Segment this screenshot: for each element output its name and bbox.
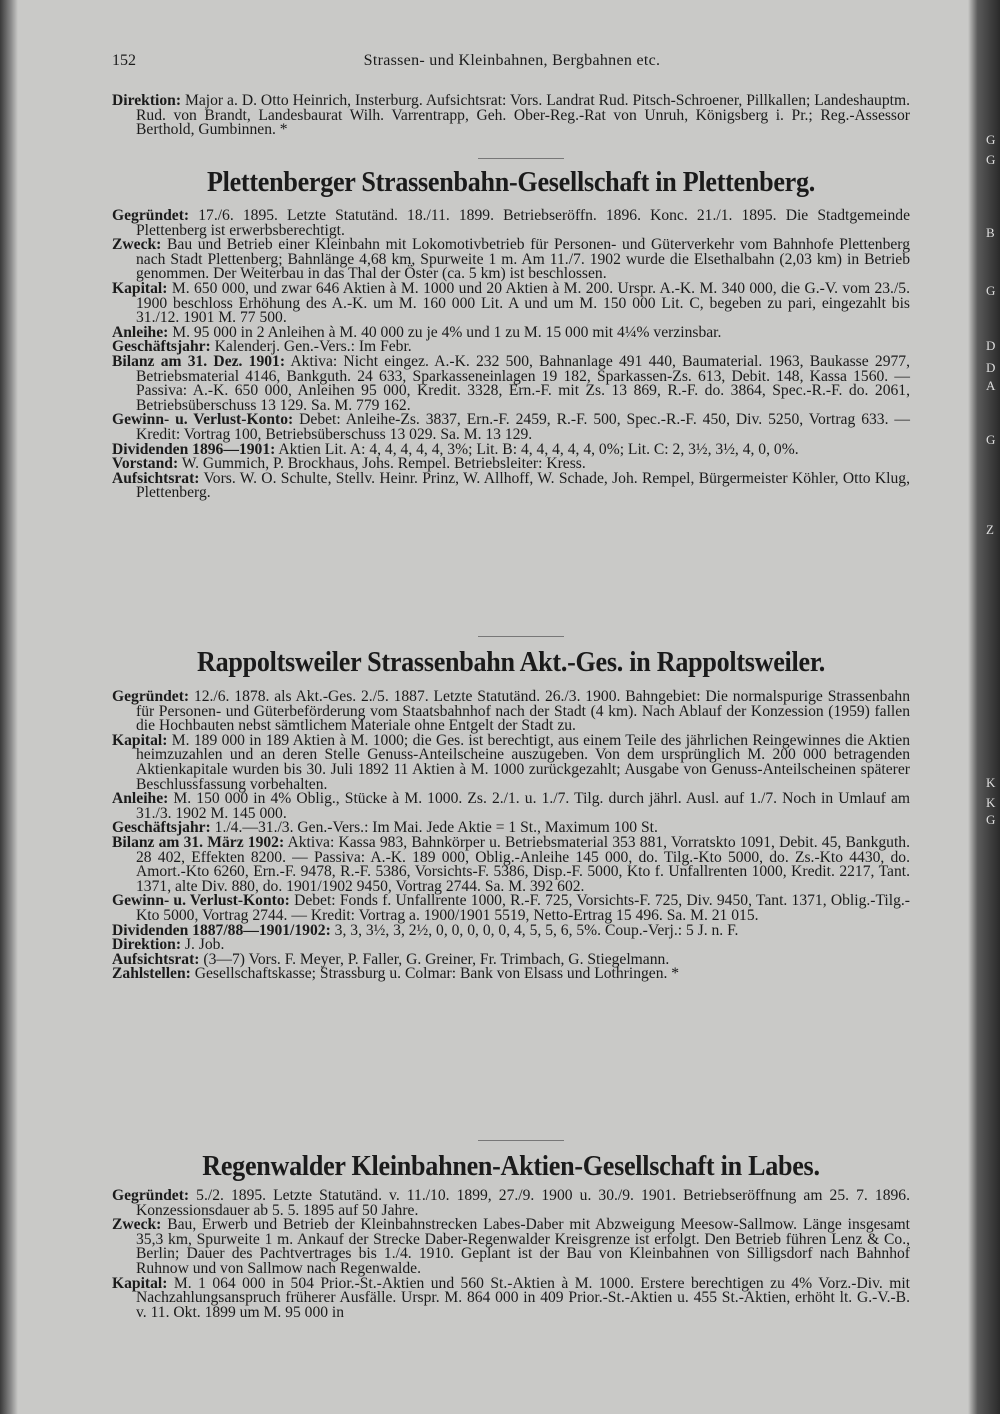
entry-text: 12./6. 1878. als Akt.-Ges. 2./5. 1887. Letzte Statutänd. 26./3. 1900. Bahngebiet: Die normalspurige Strassenbahn für Personen- und Güterbeförderung vom Staatsbahnhof nach der Stadt (4 km). Nach Ablauf der Konzession (1959) fallen die Hochbauten nebst sämtlichem Materiale ohne Entgelt der Stadt zu.: [136, 688, 910, 735]
entry-text: Aktiva: Kassa 983, Bahnkörper u. Betriebsmaterial 353 881, Vorratskto 1091, Debit. 45, Bankguth. 28 402, Effekten 8200. — Passiva: A.-K. 189 000, Oblig.-Anleihe 145 000, do. Tilg.-Kto 5000, do. Zs.-Kto 4430, do. Amort.-Kto 6260, Ern.-F. 9478, R.-F. 5386, Vorsichts-F. 5386, Disp.-F. 5000, Kto f. Unfallrenten 1000, Kredit. 2217, Tant. 1371, alte Div. 880, do. 1901/1902 9450, Vortrag 2744. Sa. M. 392 602.: [136, 833, 910, 895]
entry-label: Gewinn- u. Verlust-Konto:: [112, 411, 294, 429]
entry-paragraph: [112, 967, 910, 982]
entry-text: Vors. W. O. Schulte, Stellv. Heinr. Prinz, W. Allhoff, W. Schade, Joh. Rempel, Bürgermeister Köhler, Otto Klug, Plettenberg.: [136, 469, 910, 502]
entry-text: W. Gummich, P. Brockhaus, Johs. Rempel. Betriebsleiter: Kress.: [181, 455, 586, 473]
entry-text: 5./2. 1895. Letzte Statutänd. v. 11./10. 1899, 27./9. 1900 u. 30./9. 1901. Betriebseröffnung am 25. 7. 1896. Konzessionsdauer ab 5. 5. 1895 auf 50 Jahre.: [136, 1187, 910, 1219]
entry-label: Kapital:: [112, 279, 168, 297]
margin-glyph: G: [986, 132, 996, 147]
margin-glyph: G: [986, 432, 996, 447]
margin-glyph: G: [986, 283, 996, 298]
intro-block: [112, 94, 910, 138]
entry-label: Geschäftsjahr:: [112, 819, 211, 837]
entry-paragraph: [112, 352, 910, 414]
entry-paragraph: [112, 209, 910, 238]
company-entry: [112, 690, 910, 982]
entry-label: Vorstand:: [112, 455, 179, 473]
margin-glyph: D: [986, 338, 996, 353]
margin-glyph: G: [986, 812, 996, 827]
company-title: Plettenberger Strassenbahn-Gesellschaft in Plettenberg.: [206, 166, 816, 198]
entry-label: Gewinn- u. Verlust-Konto:: [112, 892, 290, 910]
entry-paragraph: [112, 238, 910, 282]
entry-label: Aufsichtsrat:: [112, 469, 200, 487]
entry-text: Gesellschaftskasse; Strassburg u. Colmar: Bank von Elsass und Lothringen. *: [194, 965, 680, 983]
entry-text: 17./6. 1895. Letzte Statutänd. 18./11. 1899. Betriebseröffn. 1896. Konc. 21./1. 1895. Die Stadtgemeinde Plettenberg ist erwerbsberechtigt.: [136, 207, 910, 239]
page-number: 152: [112, 52, 136, 69]
entry-text: Aktien Lit. A: 4, 4, 4, 4, 4, 3%; Lit. B: 4, 4, 4, 4, 4, 0%; Lit. C: 2, 3½, 3½, 4, 0, 0%.: [278, 440, 799, 458]
entry-paragraph: [112, 894, 910, 923]
entry-text: M. 650 000, und zwar 646 Aktien à M. 1000 und 20 Aktien à M. 200. Urspr. A.-K. M. 340 000, die G.-V. vom 23./5. 1900 beschloss Erhöhung des A.-K. um M. 160 000 Lit. A und um M. 150 000 Lit. C, begeben zu pari, eingezahlt bis 31./12. 1901 M. 77 500.: [136, 279, 910, 327]
entry-label: Zweck:: [112, 236, 162, 254]
entry-label: Geschäftsjahr:: [112, 338, 211, 356]
entry-paragraph: [112, 731, 910, 793]
entry-label: Zahlstellen:: [112, 965, 191, 983]
margin-glyph: K: [986, 795, 996, 810]
entry-label: Bilanz am 31. Dez. 1901:: [112, 352, 286, 370]
entry-paragraph: [112, 690, 910, 734]
entry-paragraph: [112, 469, 910, 502]
company-entry: [112, 1189, 910, 1320]
entry-label: Direktion:: [112, 92, 182, 109]
entry-paragraph: [112, 921, 910, 939]
entry-paragraph: [112, 413, 910, 442]
entry-text: Debet: Fonds f. Unfallrente 1000, R.-F. 725, Vorsichts-F. 725, Div. 9450, Tant. 1371, Oblig.-Tilg.-Kto 5000, Vortrag 2744. — Kredit: Vortrag a. 1900/1901 5519, Netto-Ertrag 15 496. Sa. M. 21 015.: [136, 892, 910, 924]
entry-text: J. Job.: [184, 936, 225, 954]
entry-paragraph: [112, 1274, 910, 1321]
entry-text: Kalenderj. Gen.-Vers.: Im Febr.: [214, 338, 412, 356]
entry-label: Direktion:: [112, 936, 182, 954]
separator-rule: [478, 636, 564, 637]
entry-text: M. 95 000 in 2 Anleihen à M. 40 000 zu je 4% und 1 zu M. 15 000 mit 4¼% verzinsbar.: [172, 323, 722, 341]
entry-label: Anleihe:: [112, 323, 169, 341]
margin-glyph: K: [986, 775, 996, 790]
margin-glyph: A: [986, 378, 996, 393]
company-entry: [112, 209, 910, 501]
entry-paragraph: [112, 94, 910, 138]
entry-text: M. 150 000 in 4% Oblig., Stücke à M. 1000. Zs. 2./1. u. 1./7. Tilg. durch jährl. Ausl. auf 1./7. Noch in Umlauf am 31./3. 1902 M. 145 000.: [136, 790, 911, 822]
entry-label: Aufsichtsrat:: [112, 950, 200, 968]
entry-text: Bau, Erwerb und Betrieb der Kleinbahnstrecken Labes-Daber mit Abzweigung Meesow-Sallmow. Länge insgesamt 35,3 km, Spurweite 1 m. Ankauf der Strecke Daber-Regenwalder Kreisgrenze ist erfolgt. Den Betrieb führen Lenz & Co., Berlin; Dauer des Pachtvertrages bis 1./4. 1910. Geplant ist der Bau von Kleinbahnen von Silligsdorf nach Bahnhof Ruhnow und von Sallmow nach Regenwalde.: [136, 1216, 910, 1277]
entry-text: Debet: Anleihe-Zs. 3837, Ern.-F. 2459, R.-F. 500, Spec.-R.-F. 450, Div. 5250, Vortrag 633. — Kredit: Vortrag 100, Betriebsüberschuss 13 029. Sa. M. 13 129.: [136, 411, 910, 443]
entry-paragraph: [112, 792, 910, 821]
margin-glyph: Z: [986, 522, 994, 537]
entry-paragraph: [112, 279, 910, 327]
entry-label: Zweck:: [112, 1216, 162, 1234]
entry-label: Kapital:: [112, 1274, 168, 1292]
scan-left-edge: [0, 0, 18, 1414]
entry-text: Major a. D. Otto Heinrich, Insterburg. Aufsichtsrat: Vors. Landrat Rud. Pitsch-Schroener, Pillkallen; Landeshauptm. Rud. von Brandt, Landesbaurat Wilh. Varrentrapp, Geh. Ober-Reg.-Rat von Unruh, Königsberg i. Pr.; Reg.-Assessor Berthold, Gumbinnen. *: [136, 92, 911, 139]
running-title: Strassen- und Kleinbahnen, Bergbahnen etc.: [363, 52, 661, 69]
entry-label: Anleihe:: [112, 790, 169, 808]
margin-glyph: G: [986, 152, 996, 167]
entry-text: M. 189 000 in 189 Aktien à M. 1000; die Ges. ist berechtigt, aus einem Teile des jährlichen Reingewinnes die Aktien heimzuzahlen und an deren Stelle Genuss-Anteilscheine auszugeben. Von dem ursprünglich M. 200 000 betragenden Aktienkapitale wurden bis 30. Juli 1892 11 Aktien à M. 1000 zurückgezahlt; Ausgabe von Genuss-Anteilscheinen späterer Beschlussfassung vorbehalten.: [136, 731, 910, 793]
company-title: Rappoltsweiler Strassenbahn Akt.-Ges. in Rappoltsweiler.: [196, 646, 826, 678]
entry-paragraph: [112, 1189, 910, 1218]
entry-text: Aktiva: Nicht eingez. A.-K. 232 500, Bahnanlage 491 440, Baumaterial. 1963, Baukasse 2977, Betriebsmaterial 4146, Bankguth. 24 633, Sparkasseneinlagen 19 182, Sparkassen-Zs. 613, Debit. 148, Kassa 1560. — Passiva: A.-K. 650 000, Anleihen 95 000, Kredit. 3328, Ern.-F. mit Zs. 13 869, R.-F. do. 3864, Spec.-R.-F. do. 2061, Betriebsüberschuss 13 129. Sa. M. 779 162.: [136, 352, 910, 414]
entry-label: Dividenden 1896—1901:: [112, 440, 276, 458]
entry-text: (3—7) Vors. F. Meyer, P. Faller, G. Greiner, Fr. Trimbach, G. Stiegelmann.: [203, 950, 670, 968]
adjacent-page-fragments: [986, 0, 1000, 1414]
entry-label: Gegründet:: [112, 207, 190, 224]
company-title: Regenwalder Kleinbahnen-Aktien-Gesellschaft in Labes.: [202, 1150, 820, 1182]
entry-paragraph: [112, 833, 910, 895]
entry-paragraph: [112, 1218, 910, 1276]
entry-text: 1./4.—31./3. Gen.-Vers.: Im Mai. Jede Aktie = 1 St., Maximum 100 St.: [214, 819, 658, 837]
entry-label: Bilanz am 31. März 1902:: [112, 833, 285, 851]
entry-label: Gegründet:: [112, 688, 190, 705]
entry-text: Bau und Betrieb einer Kleinbahn mit Lokomotivbetrieb für Personen- und Güterverkehr vom Bahnhofe Plettenberg nach Stadt Plettenberg; Bahnlänge 4,68 km, Spurweite 1 m. Am 11./7. 1902 wurde die Elsethalbahn (2,03 km) in Betrieb genommen. Der Weiterbau in das Thal der Öster (ca. 5 km) ist beschlossen.: [136, 236, 910, 283]
separator-rule: [478, 1140, 564, 1141]
separator-rule: [478, 158, 564, 159]
entry-label: Dividenden 1887/88—1901/1902:: [112, 921, 331, 939]
entry-label: Kapital:: [112, 731, 168, 749]
page-header: [112, 52, 912, 72]
margin-glyph: B: [986, 225, 995, 240]
margin-glyph: D: [986, 360, 996, 375]
entry-text: 3, 3, 3½, 3, 2½, 0, 0, 0, 0, 0, 4, 5, 5, 6, 5%. Coup.-Verj.: 5 J. n. F.: [334, 921, 739, 939]
entry-label: Gegründet:: [112, 1187, 190, 1204]
entry-text: M. 1 064 000 in 504 Prior.-St.-Aktien und 560 St.-Aktien à M. 1000. Erstere berechtigen zu 4% Vorz.-Div. mit Nachzahlungsanspruch früherer Ausfälle. Urspr. M. 864 000 in 409 Prior.-St.-Aktien u. 455 St.-Aktien, erhöht lt. G.-V.-B. v. 11. Okt. 1899 um M. 95 000 in: [136, 1274, 910, 1321]
